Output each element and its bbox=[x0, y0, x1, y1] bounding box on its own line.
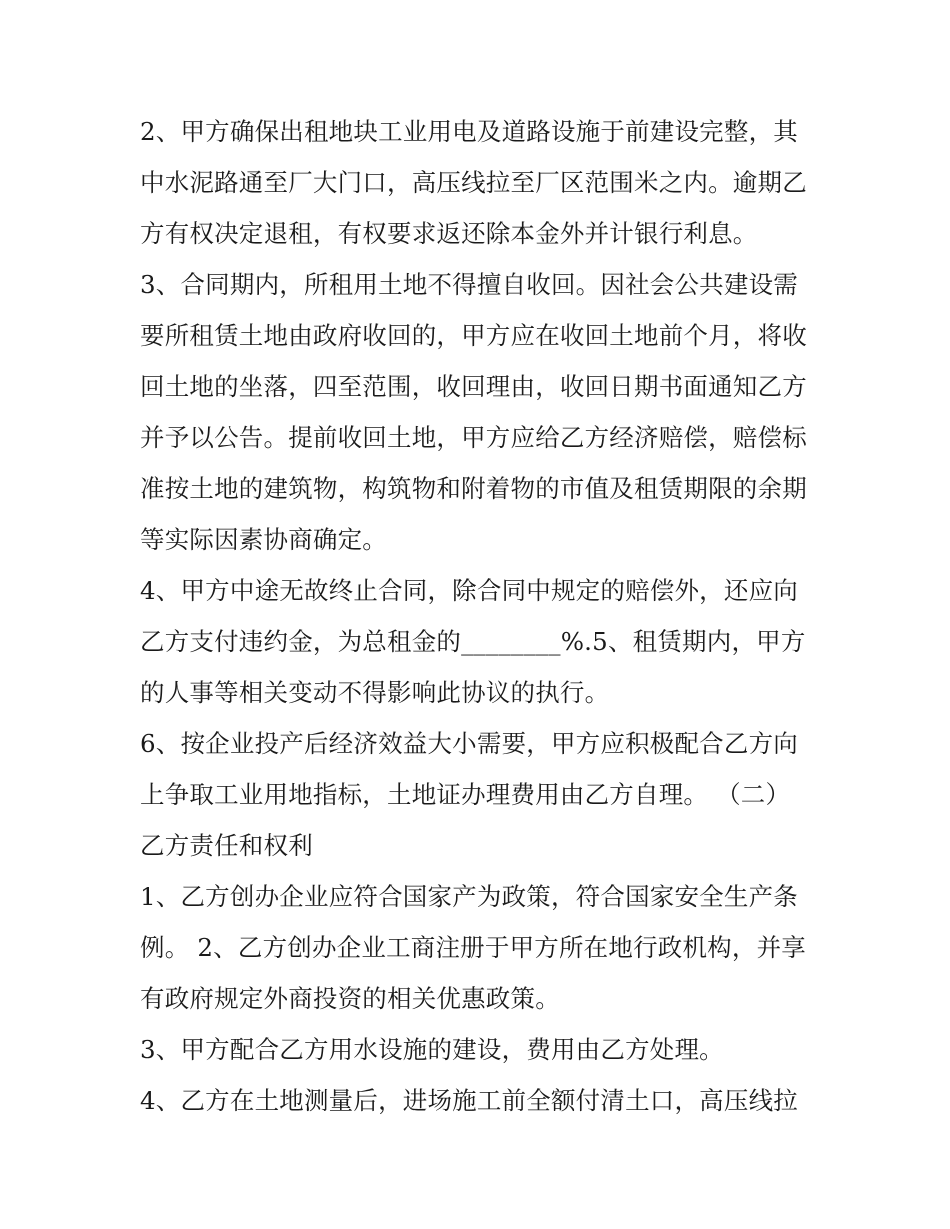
text-line: 并予以公告。提前收回土地，甲方应给乙方经济赔偿，赔偿标 bbox=[140, 423, 807, 452]
document-body bbox=[140, 106, 820, 1126]
text-line: 等实际因素协商确定。 bbox=[140, 525, 387, 554]
text-line: 要所租赁土地由政府收回的，甲方应在收回土地前个月，将收 bbox=[140, 321, 807, 350]
text-line: 上争取工业用地指标，土地证办理费用由乙方自理。 （二） bbox=[140, 780, 791, 809]
text-line: 4、乙方在土地测量后，进场施工前全额付清土口，高压线拉 bbox=[140, 1086, 798, 1115]
text-line: 准按土地的建筑物，构筑物和附着物的市值及租赁期限的余期 bbox=[140, 474, 807, 503]
text-line: 方有权决定退租，有权要求返还除本金外并计银行利息。 bbox=[140, 219, 758, 248]
text-line: 中水泥路通至厂大门口，高压线拉至厂区范围米之内。逾期乙 bbox=[140, 168, 807, 197]
text-line: 6、按企业投产后经济效益大小需要，甲方应积极配合乙方向 bbox=[140, 729, 798, 758]
text-line: 回土地的坐落，四至范围，收回理由，收回日期书面通知乙方 bbox=[140, 372, 807, 401]
text-line: 例。 2、乙方创办企业工商注册于甲方所在地行政机构，并享 bbox=[140, 933, 806, 962]
text-line: 3、合同期内，所租用土地不得擅自收回。因社会公共建设需 bbox=[140, 270, 798, 299]
text-line: 乙方支付违约金，为总租金的________%.5、租赁期内，甲方 bbox=[140, 627, 806, 656]
text-line: 3、甲方配合乙方用水设施的建设，费用由乙方处理。 bbox=[140, 1035, 724, 1064]
text-line: 乙方责任和权利 bbox=[140, 831, 313, 860]
text-line: 2、甲方确保出租地块工业用电及道路设施于前建设完整，其 bbox=[140, 117, 798, 146]
text-line: 的人事等相关变动不得影响此协议的执行。 bbox=[140, 678, 610, 707]
text-line: 有政府规定外商投资的相关优惠政策。 bbox=[140, 984, 560, 1013]
text-line: 4、甲方中途无故终止合同，除合同中规定的赔偿外，还应向 bbox=[140, 576, 798, 605]
text-line: 1、乙方创办企业应符合国家产为政策，符合国家安全生产条 bbox=[140, 882, 798, 911]
